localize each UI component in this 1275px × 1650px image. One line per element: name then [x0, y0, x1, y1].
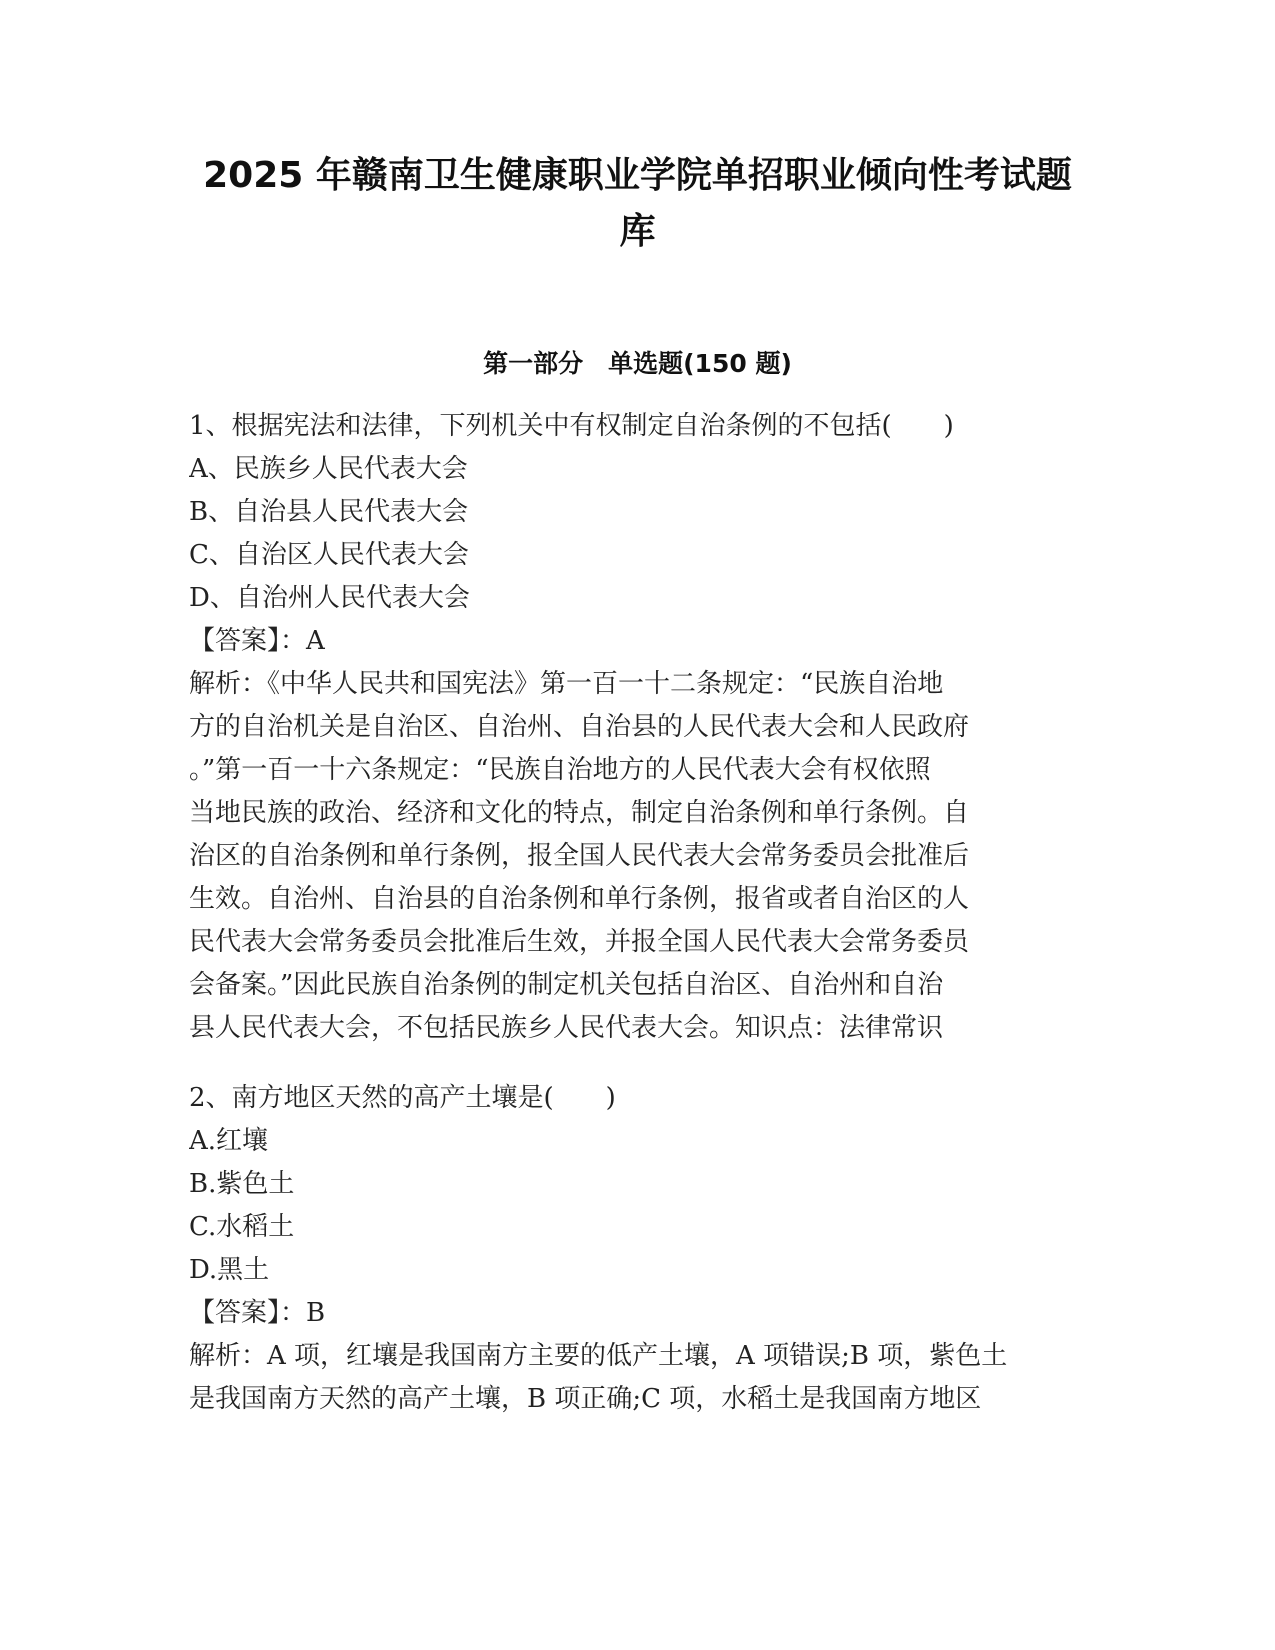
question-2-option-d: D.黑土: [189, 1255, 270, 1285]
question-2-option-b: B.紫色土: [189, 1169, 295, 1199]
question-1-answer: 【答案】：A: [189, 626, 325, 656]
question-1-explanation-line: 方的自治机关是自治区、自治州、自治县的人民代表大会和人民政府: [189, 712, 970, 742]
question-1-option-d: D、自治州人民代表大会: [189, 583, 470, 613]
document-title-line-1: 2025 年赣南卫生健康职业学院单招职业倾向性考试题: [203, 155, 1072, 196]
question-1-explanation-line: 。”第一百一十六条规定：“民族自治地方的人民代表大会有权依照: [189, 755, 931, 785]
question-1-option-c: C、自治区人民代表大会: [189, 540, 469, 570]
question-2: [189, 1077, 1089, 1421]
question-1-option-a: A、民族乡人民代表大会: [189, 454, 468, 484]
section-heading: 第一部分 单选题(150 题): [483, 349, 792, 378]
question-1-explanation-line: 当地民族的政治、经济和文化的特点，制定自治条例和单行条例。自: [189, 798, 970, 828]
question-2-answer: 【答案】：B: [189, 1298, 326, 1328]
question-1-explanation-line: 治区的自治条例和单行条例，报全国人民代表大会常务委员会批准后: [189, 841, 970, 871]
question-2-explanation-line: 解析：A 项，红壤是我国南方主要的低产土壤，A 项错误;B 项，紫色土: [189, 1341, 1008, 1371]
question-2-option-c: C.水稻土: [189, 1212, 295, 1242]
question-2-explanation-line: 是我国南方天然的高产土壤，B 项正确;C 项，水稻土是我国南方地区: [189, 1384, 982, 1414]
question-1-explanation-line: 民代表大会常务委员会批准后生效，并报全国人民代表大会常务委员: [189, 927, 970, 957]
question-1-explanation-line: 解析：《中华人民共和国宪法》第一百一十二条规定：“民族自治地: [189, 669, 944, 699]
question-2-option-a: A.红壤: [189, 1126, 269, 1156]
document-title-line-2: 库: [619, 211, 656, 252]
question-1-option-b: B、自治县人民代表大会: [189, 497, 469, 527]
question-2-stem: 2、南方地区天然的高产土壤是( ): [189, 1083, 616, 1113]
question-1-explanation-line: 会备案。”因此民族自治条例的制定机关包括自治区、自治州和自治: [189, 970, 944, 1000]
question-1-stem: 1、根据宪法和法律，下列机关中有权制定自治条例的不包括( ): [189, 411, 954, 441]
question-1-explanation-line: 生效。自治州、自治县的自治条例和单行条例，报省或者自治区的人: [189, 884, 970, 914]
question-1: [189, 405, 1089, 1050]
question-1-explanation-line: 县人民代表大会，不包括民族乡人民代表大会。知识点：法律常识: [189, 1013, 944, 1043]
